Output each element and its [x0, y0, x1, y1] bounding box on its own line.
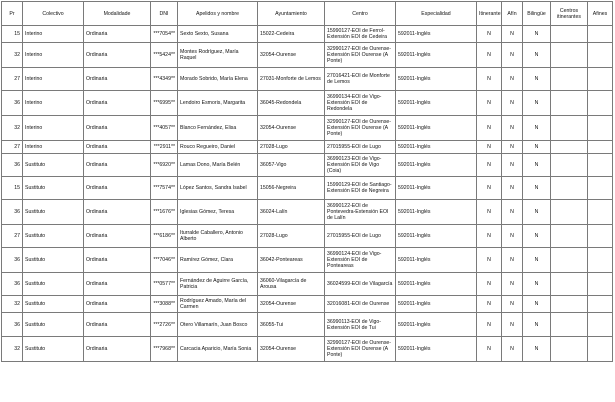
- cell-especialidad: 592011-Inglés: [396, 337, 477, 362]
- cell-ayuntamiento: 36060-Vilagarcía de Arousa: [258, 273, 325, 296]
- cell-colectivo: Sustituto: [23, 200, 84, 225]
- cell-apelidos-nombre: Blanco Fernández, Elisa: [178, 116, 258, 141]
- table-row: [2, 296, 613, 313]
- cell-itinerante: N: [477, 273, 502, 296]
- table-row: [2, 91, 613, 116]
- cell-apelidos-nombre: Sexto Sexto, Susana: [178, 26, 258, 43]
- cell-itinerante: N: [477, 296, 502, 313]
- cell-centros-itinerantes: [551, 177, 588, 200]
- cell-modalidade: Ordinaria: [84, 141, 151, 154]
- cell-apelidos-nombre: López Santos, Sandra Isabel: [178, 177, 258, 200]
- cell-ayuntamiento: 36045-Redondela: [258, 91, 325, 116]
- cell-especialidad: 592011-Inglés: [396, 116, 477, 141]
- cell-afin: N: [502, 248, 523, 273]
- cell-pr: 15: [2, 177, 23, 200]
- cell-afin: N: [502, 141, 523, 154]
- cell-modalidade: Ordinaria: [84, 225, 151, 248]
- cell-centros-itinerantes: [551, 116, 588, 141]
- cell-pr: 36: [2, 154, 23, 177]
- cell-afin: N: [502, 116, 523, 141]
- cell-dni: ***2726**: [151, 313, 178, 337]
- cell-centros-itinerantes: [551, 313, 588, 337]
- cell-pr: 36: [2, 200, 23, 225]
- cell-afin: N: [502, 177, 523, 200]
- table-row: [2, 273, 613, 296]
- cell-ayuntamiento: 32054-Ourense: [258, 296, 325, 313]
- cell-apelidos-nombre: Lamas Dono, María Belén: [178, 154, 258, 177]
- cell-centros-itinerantes: [551, 273, 588, 296]
- cell-ayuntamiento: 36024-Lalín: [258, 200, 325, 225]
- cell-centro: 36990122-EOI de Pontevedra-Extensión EOI de Lalín: [325, 200, 396, 225]
- cell-modalidade: Ordinaria: [84, 273, 151, 296]
- cell-centros-itinerantes: [551, 91, 588, 116]
- cell-ayuntamiento: 36057-Vigo: [258, 154, 325, 177]
- cell-bilingue: N: [523, 248, 551, 273]
- cell-ayuntamiento: 32054-Ourense: [258, 116, 325, 141]
- cell-afines: [588, 68, 613, 91]
- cell-bilingue: N: [523, 177, 551, 200]
- cell-modalidade: Ordinaria: [84, 91, 151, 116]
- cell-afines: [588, 116, 613, 141]
- cell-colectivo: Sustituto: [23, 225, 84, 248]
- cell-afines: [588, 26, 613, 43]
- cell-afin: N: [502, 313, 523, 337]
- cell-dni: ***4057**: [151, 116, 178, 141]
- cell-afines: [588, 43, 613, 68]
- cell-apelidos-nombre: Rouco Regueiro, Daniel: [178, 141, 258, 154]
- cell-apelidos-nombre: Ramírez Gómez, Clara: [178, 248, 258, 273]
- cell-afines: [588, 313, 613, 337]
- cell-pr: 27: [2, 225, 23, 248]
- cell-ayuntamiento: 36042-Ponteareas: [258, 248, 325, 273]
- cell-centros-itinerantes: [551, 248, 588, 273]
- table-row: [2, 116, 613, 141]
- cell-pr: 27: [2, 68, 23, 91]
- cell-afines: [588, 200, 613, 225]
- cell-colectivo: Interino: [23, 43, 84, 68]
- cell-bilingue: N: [523, 68, 551, 91]
- cell-colectivo: Interino: [23, 141, 84, 154]
- cell-bilingue: N: [523, 116, 551, 141]
- table-row: [2, 313, 613, 337]
- table-row: [2, 68, 613, 91]
- cell-modalidade: Ordinaria: [84, 43, 151, 68]
- cell-especialidad: 592011-Inglés: [396, 296, 477, 313]
- cell-especialidad: 592011-Inglés: [396, 273, 477, 296]
- cell-centro: 15990127-EOI de Ferrol-Extensión EOI de Cedeira: [325, 26, 396, 43]
- cell-modalidade: Ordinaria: [84, 248, 151, 273]
- cell-dni: ***1676**: [151, 200, 178, 225]
- cell-afines: [588, 177, 613, 200]
- cell-ayuntamiento: 27028-Lugo: [258, 141, 325, 154]
- cell-ayuntamiento: 27028-Lugo: [258, 225, 325, 248]
- header-bilingue: Bilingüe: [523, 2, 551, 26]
- cell-apelidos-nombre: Otero Villamarín, Juan Bosco: [178, 313, 258, 337]
- cell-dni: ***6920**: [151, 154, 178, 177]
- cell-afines: [588, 154, 613, 177]
- cell-apelidos-nombre: Morado Sobrido, María Elena: [178, 68, 258, 91]
- cell-itinerante: N: [477, 177, 502, 200]
- cell-pr: 15: [2, 26, 23, 43]
- cell-centro: 27015955-EOI de Lugo: [325, 225, 396, 248]
- cell-afines: [588, 225, 613, 248]
- cell-bilingue: N: [523, 141, 551, 154]
- cell-especialidad: 592011-Inglés: [396, 154, 477, 177]
- header-afines: Afines: [588, 2, 613, 26]
- cell-afin: N: [502, 91, 523, 116]
- cell-bilingue: N: [523, 296, 551, 313]
- cell-centros-itinerantes: [551, 154, 588, 177]
- cell-itinerante: N: [477, 141, 502, 154]
- cell-dni: ***4349**: [151, 68, 178, 91]
- header-modalidade: Modalidade: [84, 2, 151, 26]
- cell-pr: 27: [2, 141, 23, 154]
- cell-ayuntamiento: 32054-Ourense: [258, 43, 325, 68]
- cell-afin: N: [502, 68, 523, 91]
- cell-modalidade: Ordinaria: [84, 313, 151, 337]
- cell-colectivo: Sustituto: [23, 296, 84, 313]
- table-row: [2, 154, 613, 177]
- cell-centro: 36990124-EOI de Vigo-Extensión EOI de Ponteareas: [325, 248, 396, 273]
- cell-itinerante: N: [477, 68, 502, 91]
- cell-centro: 27015955-EOI de Lugo: [325, 141, 396, 154]
- cell-afin: N: [502, 273, 523, 296]
- cell-centro: 32990127-EOI de Ourense-Extensión EOI Ourense (A Ponte): [325, 43, 396, 68]
- cell-apelidos-nombre: Lendoiro Esmoris, Margarita: [178, 91, 258, 116]
- cell-modalidade: Ordinaria: [84, 154, 151, 177]
- cell-colectivo: Sustituto: [23, 154, 84, 177]
- cell-pr: 32: [2, 116, 23, 141]
- cell-bilingue: N: [523, 154, 551, 177]
- cell-itinerante: N: [477, 225, 502, 248]
- cell-itinerante: N: [477, 200, 502, 225]
- cell-modalidade: Ordinaria: [84, 116, 151, 141]
- cell-afin: N: [502, 43, 523, 68]
- cell-dni: ***5424**: [151, 43, 178, 68]
- header-afin: Afín: [502, 2, 523, 26]
- cell-modalidade: Ordinaria: [84, 177, 151, 200]
- cell-colectivo: Sustituto: [23, 337, 84, 362]
- cell-afin: N: [502, 225, 523, 248]
- cell-itinerante: N: [477, 154, 502, 177]
- cell-centro: 36024599-EOI de Vilagarcía: [325, 273, 396, 296]
- cell-bilingue: N: [523, 225, 551, 248]
- cell-pr: 36: [2, 248, 23, 273]
- cell-afines: [588, 337, 613, 362]
- header-especialidad: Especialidad: [396, 2, 477, 26]
- cell-bilingue: N: [523, 43, 551, 68]
- table-row: [2, 248, 613, 273]
- header-pr: Pr: [2, 2, 23, 26]
- cell-afin: N: [502, 26, 523, 43]
- cell-centro: 36990113-EOI de Vigo-Extensión EOI de Tui: [325, 313, 396, 337]
- cell-apelidos-nombre: Montes Rodríguez, María Raquel: [178, 43, 258, 68]
- cell-modalidade: Ordinaria: [84, 68, 151, 91]
- cell-especialidad: 592011-Inglés: [396, 313, 477, 337]
- cell-bilingue: N: [523, 91, 551, 116]
- cell-centro: 32990127-EOI de Ourense-Extensión EOI Ourense (A Ponte): [325, 337, 396, 362]
- cell-centros-itinerantes: [551, 225, 588, 248]
- cell-pr: 32: [2, 337, 23, 362]
- cell-itinerante: N: [477, 337, 502, 362]
- header-itinerante: Itinerante: [477, 2, 502, 26]
- table-body: [2, 26, 613, 362]
- cell-centro: 32016081-EOI de Ourense: [325, 296, 396, 313]
- cell-apelidos-nombre: Rodríguez Amado, María del Carmen: [178, 296, 258, 313]
- header-ayuntamiento: Ayuntamiento: [258, 2, 325, 26]
- cell-dni: ***7054**: [151, 26, 178, 43]
- table-row: [2, 177, 613, 200]
- cell-apelidos-nombre: Iglesias Gómez, Teresa: [178, 200, 258, 225]
- cell-bilingue: N: [523, 337, 551, 362]
- cell-especialidad: 592011-Inglés: [396, 200, 477, 225]
- table-row: [2, 141, 613, 154]
- cell-ayuntamiento: 27031-Monforte de Lemos: [258, 68, 325, 91]
- cell-centro: 36990123-EOI de Vigo-Extensión EOI de Vigo (Coia): [325, 154, 396, 177]
- table-row: [2, 337, 613, 362]
- cell-especialidad: 592011-Inglés: [396, 225, 477, 248]
- cell-afines: [588, 296, 613, 313]
- cell-itinerante: N: [477, 116, 502, 141]
- cell-centros-itinerantes: [551, 68, 588, 91]
- cell-centros-itinerantes: [551, 200, 588, 225]
- cell-especialidad: 592011-Inglés: [396, 43, 477, 68]
- cell-colectivo: Sustituto: [23, 273, 84, 296]
- cell-itinerante: N: [477, 313, 502, 337]
- cell-dni: ***2911**: [151, 141, 178, 154]
- cell-afin: N: [502, 200, 523, 225]
- cell-pr: 32: [2, 296, 23, 313]
- cell-colectivo: Sustituto: [23, 248, 84, 273]
- cell-afines: [588, 141, 613, 154]
- cell-especialidad: 592011-Inglés: [396, 177, 477, 200]
- table-row: [2, 225, 613, 248]
- cell-centro: 32990127-EOI de Ourense-Extensión EOI Ourense (A Ponte): [325, 116, 396, 141]
- header-colectivo: Colectivo: [23, 2, 84, 26]
- cell-modalidade: Ordinaria: [84, 337, 151, 362]
- cell-apelidos-nombre: Fernández de Aguirre García, Patricia: [178, 273, 258, 296]
- cell-afines: [588, 91, 613, 116]
- cell-centros-itinerantes: [551, 26, 588, 43]
- cell-colectivo: Interino: [23, 68, 84, 91]
- table-row: [2, 43, 613, 68]
- cell-colectivo: Sustituto: [23, 313, 84, 337]
- header-apelidos-nombre: Apelidos y nombre: [178, 2, 258, 26]
- cell-centro: 27016421-EOI de Monforte de Lemos: [325, 68, 396, 91]
- cell-ayuntamiento: 32054-Ourense: [258, 337, 325, 362]
- cell-pr: 36: [2, 91, 23, 116]
- assignment-list: [1, 1, 614, 362]
- cell-especialidad: 592011-Inglés: [396, 141, 477, 154]
- cell-especialidad: 592011-Inglés: [396, 68, 477, 91]
- cell-dni: ***7968**: [151, 337, 178, 362]
- cell-itinerante: N: [477, 248, 502, 273]
- cell-pr: 32: [2, 43, 23, 68]
- cell-colectivo: Interino: [23, 116, 84, 141]
- table-row: [2, 200, 613, 225]
- cell-bilingue: N: [523, 26, 551, 43]
- cell-itinerante: N: [477, 91, 502, 116]
- cell-colectivo: Sustituto: [23, 177, 84, 200]
- cell-especialidad: 592011-Inglés: [396, 91, 477, 116]
- cell-ayuntamiento: 15022-Cedeira: [258, 26, 325, 43]
- cell-dni: ***6995**: [151, 91, 178, 116]
- cell-centro: 15990129-EOI de Santiago-Extensión EOI de Negreira: [325, 177, 396, 200]
- cell-itinerante: N: [477, 43, 502, 68]
- cell-afines: [588, 248, 613, 273]
- cell-dni: ***6186**: [151, 225, 178, 248]
- cell-colectivo: Interino: [23, 91, 84, 116]
- cell-especialidad: 592011-Inglés: [396, 26, 477, 43]
- cell-centros-itinerantes: [551, 43, 588, 68]
- cell-itinerante: N: [477, 26, 502, 43]
- cell-ayuntamiento: 36055-Tui: [258, 313, 325, 337]
- cell-modalidade: Ordinaria: [84, 200, 151, 225]
- cell-centros-itinerantes: [551, 337, 588, 362]
- cell-bilingue: N: [523, 200, 551, 225]
- cell-centro: 36990134-EOI de Vigo-Extensión EOI de Redondela: [325, 91, 396, 116]
- table-row: [2, 26, 613, 43]
- cell-afin: N: [502, 154, 523, 177]
- header-centros-itinerantes: Centros itinerantes: [551, 2, 588, 26]
- cell-ayuntamiento: 15056-Negreira: [258, 177, 325, 200]
- cell-apelidos-nombre: Iturralde Caballero, Antonio Alberto: [178, 225, 258, 248]
- cell-dni: ***7046**: [151, 248, 178, 273]
- cell-afines: [588, 273, 613, 296]
- cell-pr: 36: [2, 313, 23, 337]
- cell-afin: N: [502, 337, 523, 362]
- cell-colectivo: Interino: [23, 26, 84, 43]
- cell-pr: 36: [2, 273, 23, 296]
- cell-modalidade: Ordinaria: [84, 26, 151, 43]
- cell-especialidad: 592011-Inglés: [396, 248, 477, 273]
- header-dni: DNI: [151, 2, 178, 26]
- cell-dni: ***7574**: [151, 177, 178, 200]
- cell-bilingue: N: [523, 313, 551, 337]
- table-header-row: [2, 2, 613, 26]
- cell-centros-itinerantes: [551, 296, 588, 313]
- cell-afin: N: [502, 296, 523, 313]
- cell-dni: ***3088**: [151, 296, 178, 313]
- cell-modalidade: Ordinaria: [84, 296, 151, 313]
- assignments-table: [1, 1, 613, 362]
- cell-centros-itinerantes: [551, 141, 588, 154]
- cell-bilingue: N: [523, 273, 551, 296]
- header-centro: Centro: [325, 2, 396, 26]
- cell-dni: ***0577**: [151, 273, 178, 296]
- cell-apelidos-nombre: Carcacia Aparicio, María Sonia: [178, 337, 258, 362]
